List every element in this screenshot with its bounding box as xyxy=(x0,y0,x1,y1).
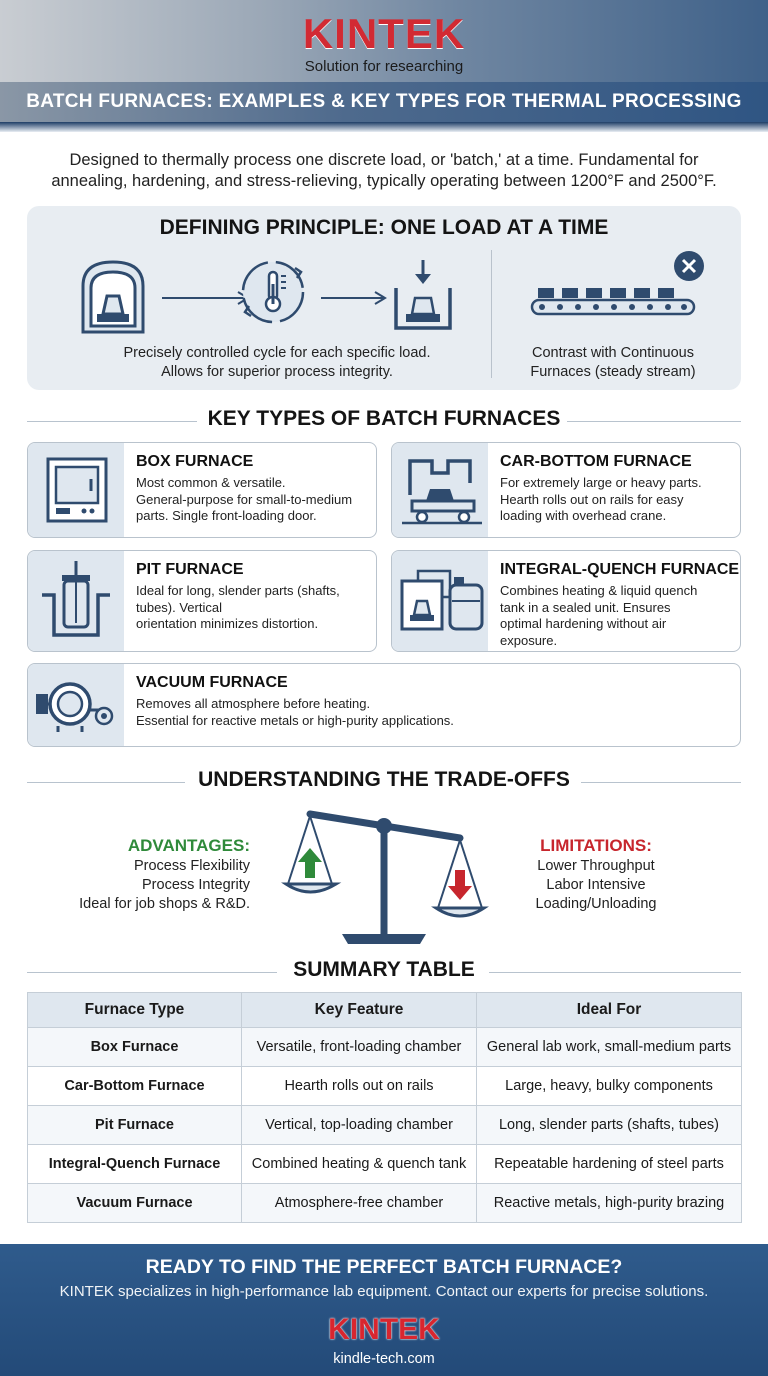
card-icon-panel xyxy=(392,551,488,651)
card-line: Combines heating & liquid quench xyxy=(500,583,698,598)
box-furnace-icon xyxy=(28,443,124,538)
intro-text: Designed to thermally process one discrete load, or 'batch,' at a time. Fundamental for annealing, hardening, and stress-relieving, typically operating between 1200°F and 2500°F. xyxy=(51,151,717,190)
card-icon-panel xyxy=(392,443,488,537)
card-title: INTEGRAL-QUENCH FURNACE xyxy=(500,561,740,578)
advantage-item: Process Flexibility xyxy=(133,858,250,874)
table-cell: General lab work, small-medium parts xyxy=(477,1028,742,1067)
limitations-title: LIMITATIONS: xyxy=(540,836,652,855)
table-row xyxy=(28,1184,742,1223)
card-line: Ideal for long, slender parts (shafts, xyxy=(136,583,340,598)
table-cell: Combined heating & quench tank xyxy=(242,1145,477,1184)
table-cell: Box Furnace xyxy=(28,1028,242,1067)
table-row xyxy=(28,1145,742,1184)
furnace-chamber-icon xyxy=(73,256,153,338)
tradeoffs-section-header xyxy=(27,768,741,798)
types-section-header xyxy=(27,407,741,437)
card-line: parts. Single front-loading door. xyxy=(136,508,317,523)
column-header: Furnace Type xyxy=(28,993,242,1028)
arrow-right-icon xyxy=(319,290,389,306)
card-pit-furnace[interactable] xyxy=(27,550,377,652)
principle-panel xyxy=(27,206,741,390)
load-insert-icon xyxy=(392,258,454,332)
card-icon-panel xyxy=(28,551,124,651)
card-line: For extremely large or heavy parts. xyxy=(500,475,702,490)
pit-furnace-icon xyxy=(28,551,124,652)
principle-title: DEFINING PRINCIPLE: ONE LOAD AT A TIME xyxy=(159,216,609,239)
card-vacuum-furnace[interactable] xyxy=(27,663,741,747)
card-title: BOX FURNACE xyxy=(136,453,254,470)
card-line: Hearth rolls out on rails for easy xyxy=(500,491,684,507)
close-x-icon xyxy=(673,250,705,282)
principle-right-text xyxy=(497,344,729,382)
advantage-item: Ideal for job shops & R&D. xyxy=(79,896,250,912)
card-title: PIT FURNACE xyxy=(136,561,244,578)
card-box-furnace[interactable] xyxy=(27,442,377,538)
card-title: VACUUM FURNACE xyxy=(136,674,288,691)
card-description xyxy=(136,696,454,729)
card-line: loading with overhead crane. xyxy=(500,508,667,523)
table-cell: Hearth rolls out on rails xyxy=(242,1067,477,1106)
card-description xyxy=(500,475,702,525)
card-line: exposure. xyxy=(500,632,558,648)
limitation-item: Lower Throughput xyxy=(537,858,655,874)
types-section-title: KEY TYPES OF BATCH FURNACES xyxy=(207,407,561,430)
integral-quench-icon xyxy=(392,551,488,652)
card-line: Removes all atmosphere before heating. xyxy=(136,696,371,711)
table-cell: Reactive metals, high-purity brazing xyxy=(477,1184,742,1223)
table-cell: Integral-Quench Furnace xyxy=(28,1145,242,1184)
table-cell: Vacuum Furnace xyxy=(28,1184,242,1223)
card-line: tank in a sealed unit. Ensures xyxy=(500,599,671,615)
footer-subtitle: KINTEK specializes in high-performance lab equipment. Contact our experts for precise solutions. xyxy=(59,1283,709,1300)
tagline: Solution for researching xyxy=(304,58,464,75)
table-row xyxy=(28,1028,742,1067)
principle-divider xyxy=(491,250,492,378)
table-cell: Atmosphere-free chamber xyxy=(242,1184,477,1223)
vacuum-furnace-icon xyxy=(28,664,124,747)
table-cell: Vertical, top-loading chamber xyxy=(242,1106,477,1145)
summary-section-header xyxy=(27,958,741,988)
card-title: CAR-BOTTOM FURNACE xyxy=(500,453,692,470)
thermometer-cycle-icon xyxy=(235,254,311,330)
limitations-list xyxy=(496,857,696,914)
card-description xyxy=(500,583,697,649)
balance-scale-icon xyxy=(280,804,490,946)
car-bottom-furnace-icon xyxy=(392,443,488,538)
card-integral-quench-furnace[interactable] xyxy=(391,550,741,652)
card-line: Most common & versatile. xyxy=(136,475,286,490)
card-description xyxy=(136,475,352,525)
table-cell: Car-Bottom Furnace xyxy=(28,1067,242,1106)
card-car-bottom-furnace[interactable] xyxy=(391,442,741,538)
kintek-logo[interactable]: KINTEK xyxy=(302,10,466,57)
principle-right-line-2: Furnaces (steady stream) xyxy=(530,364,696,380)
summary-section-title: SUMMARY TABLE xyxy=(293,958,475,981)
card-icon-panel xyxy=(28,443,124,537)
column-header: Ideal For xyxy=(477,993,742,1028)
footer-kintek-logo[interactable]: KINTEK xyxy=(328,1313,440,1346)
summary-table xyxy=(27,992,742,1223)
table-cell: Large, heavy, bulky components xyxy=(477,1067,742,1106)
footer-website-link[interactable]: kindle-tech.com xyxy=(333,1351,435,1367)
table-cell: Repeatable hardening of steel parts xyxy=(477,1145,742,1184)
footer-cta-title[interactable]: READY TO FIND THE PERFECT BATCH FURNACE? xyxy=(145,1256,623,1278)
limitation-item: Labor Intensive xyxy=(546,877,646,893)
principle-right-line-1: Contrast with Continuous xyxy=(532,345,694,361)
principle-left-line-1: Precisely controlled cycle for each specific load. xyxy=(123,345,431,361)
principle-left-text xyxy=(67,344,487,382)
table-header-row xyxy=(28,993,742,1028)
page-title: BATCH FURNACES: EXAMPLES & KEY TYPES FOR THERMAL PROCESSING xyxy=(26,91,742,112)
table-cell: Long, slender parts (shafts, tubes) xyxy=(477,1106,742,1145)
card-line: General-purpose for small-to-medium xyxy=(136,491,353,507)
card-line: tubes). Vertical xyxy=(136,599,222,615)
advantage-item: Process Integrity xyxy=(142,877,250,893)
advantages-list xyxy=(40,857,250,914)
card-line: optimal hardening without air xyxy=(500,616,667,631)
column-header: Key Feature xyxy=(242,993,477,1028)
table-cell: Versatile, front-loading chamber xyxy=(242,1028,477,1067)
card-line: orientation minimizes distortion. xyxy=(136,616,319,631)
card-line: Essential for reactive metals or high-purity applications. xyxy=(136,712,454,728)
tradeoffs-section-title: UNDERSTANDING THE TRADE-OFFS xyxy=(198,768,570,791)
card-description xyxy=(136,583,340,633)
conveyor-icon xyxy=(530,276,696,320)
table-row xyxy=(28,1106,742,1145)
header-divider xyxy=(0,122,768,132)
principle-left-line-2: Allows for superior process integrity. xyxy=(161,364,393,380)
limitation-item: Loading/Unloading xyxy=(535,896,657,912)
table-row xyxy=(28,1067,742,1106)
advantages-title: ADVANTAGES: xyxy=(127,836,250,855)
card-icon-panel xyxy=(28,664,124,746)
table-cell: Pit Furnace xyxy=(28,1106,242,1145)
